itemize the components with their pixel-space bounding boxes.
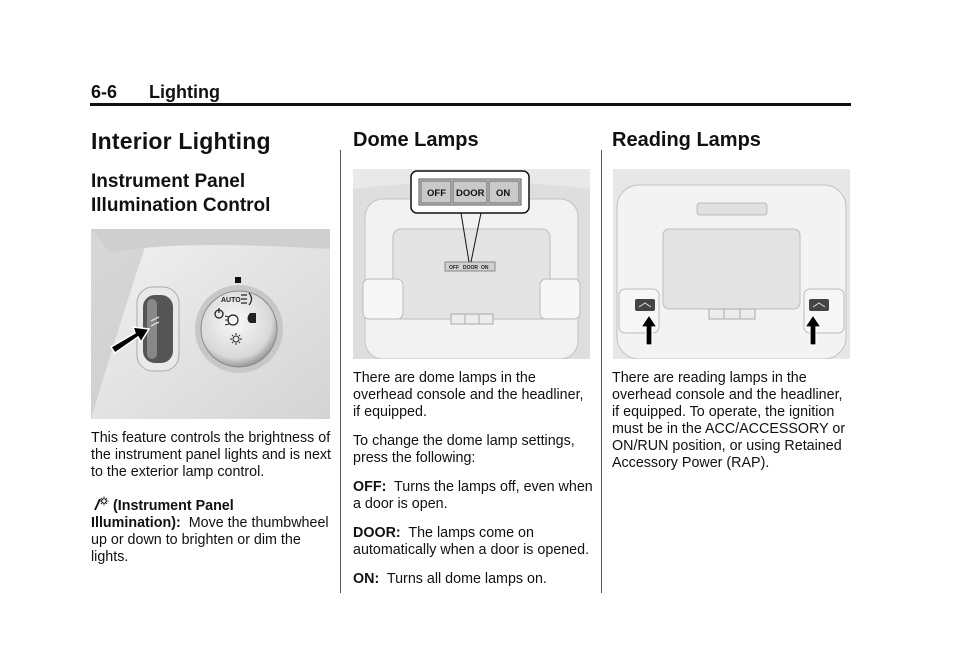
- section-heading: Dome Lamps: [353, 129, 479, 151]
- door-button-label: DOOR: [456, 188, 485, 199]
- left-reading-lamp-button[interactable]: [635, 299, 655, 311]
- instrument-panel-illumination-icon: [91, 495, 109, 513]
- column-reading-lamps: [612, 128, 852, 152]
- column-3-body: [612, 370, 852, 472]
- column-divider: [601, 150, 602, 593]
- small-switch-label-on: ON: [481, 265, 489, 271]
- door-description: The lamps come on automatically when a door is opened.: [353, 525, 590, 558]
- on-label: ON:: [353, 571, 380, 587]
- column-divider: [340, 150, 341, 593]
- term-description: Move the thumbwheel up or down to brighten or dim the lights.: [91, 515, 329, 565]
- on-button-label: ON: [496, 188, 511, 199]
- door-entry: [353, 525, 593, 559]
- column-1-body: [91, 430, 331, 566]
- subsection-heading: Instrument Panel Illumination Control: [91, 171, 271, 216]
- term-label: (Instrument Panel Illumination):: [91, 498, 234, 531]
- paragraph: To change the dome lamp settings, press the following:: [353, 433, 575, 466]
- off-button-label: OFF: [427, 188, 446, 199]
- off-description: Turns the lamps off, even when a door is open.: [353, 479, 593, 512]
- header-rule: [90, 103, 851, 106]
- term-entry: [91, 495, 331, 566]
- section-heading: Reading Lamps: [612, 129, 761, 151]
- running-header: [91, 82, 220, 103]
- section-heading: Interior Lighting: [91, 128, 271, 154]
- column-dome-lamps: [353, 128, 593, 152]
- off-label: OFF:: [353, 479, 387, 495]
- paragraph: This feature controls the brightness of the instrument panel lights and is next to the exterior lamp control.: [91, 430, 332, 480]
- instrument-panel-photo: [91, 229, 330, 419]
- section-title: Lighting: [149, 82, 220, 102]
- page-number: 6-6: [91, 82, 118, 102]
- door-label: DOOR:: [353, 525, 401, 541]
- on-description: Turns all dome lamps on.: [386, 571, 547, 587]
- off-entry: [353, 479, 593, 513]
- reading-lamp-console-photo: [613, 169, 850, 359]
- column-2-body: [353, 370, 593, 588]
- paragraph: There are dome lamps in the overhead console and the headliner, if equipped.: [353, 370, 584, 420]
- dome-lamp-console-photo: [353, 169, 590, 359]
- small-switch-label-off: OFF: [449, 265, 459, 271]
- small-switch-label-door: DOOR: [463, 265, 478, 271]
- right-reading-lamp-button[interactable]: [809, 299, 829, 311]
- knob-auto-label: AUTO: [221, 297, 241, 304]
- column-interior-lighting: [91, 128, 331, 218]
- on-entry: [353, 571, 593, 588]
- paragraph: There are reading lamps in the overhead console and the headliner, if equipped. To operate, the ignition must be in the ACC/ACCESSORY or ON/RUN position, or using Retained Accessory Power (RAP).: [612, 370, 846, 471]
